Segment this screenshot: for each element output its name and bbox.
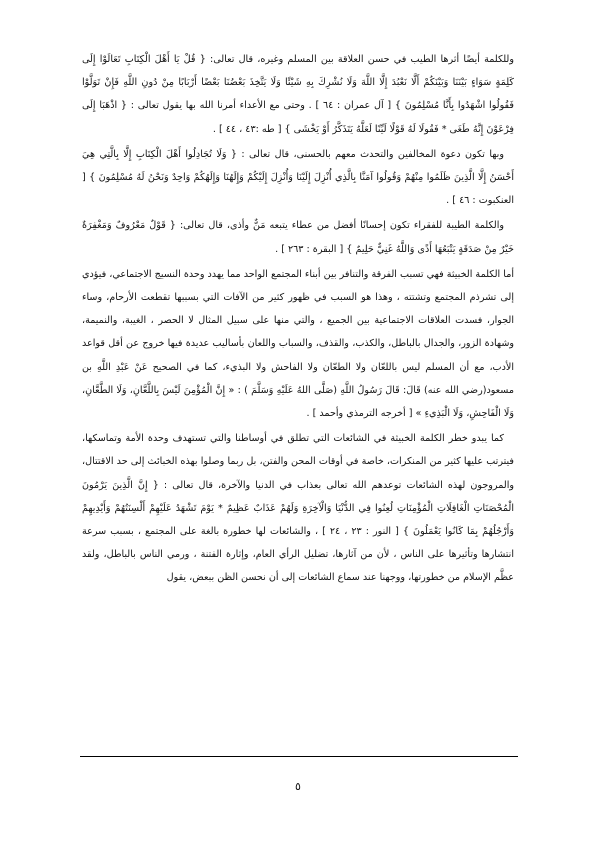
page-number: ٥ — [295, 780, 301, 793]
paragraph-2: وبها تكون دعوة المخالفين والتحدث معهم بالحسنى، قال تعالى : { وَلَا تُجَادِلُوا أَهْلَ الْكِتَابِ إِلَّا بِالَّتِي هِيَ أَحْسَنُ إِلَّا الَّذِينَ ظَلَمُوا مِنْهُمْ وَقُولُوا آمَنَّا بِالَّذِي أُنْزِلَ إِلَيْنَا وَأُنْزِلَ إِلَيْكُمْ وَإِلَهُنَا وَإِلَهُكُمْ وَاحِدٌ وَنَحْنُ لَهُ مُسْلِمُونَ } [ العنكبوت : ٤٦ ] . — [82, 148, 514, 207]
paragraph-5: كما يبدو خطر الكلمة الخبيثة في الشائعات التي تطلق في أوساطنا والتي تستهدف وحدة الأمة وتماسكها، فيترتب عليها كثير من المنكرات، خاصة في أوقات المحن والفتن، بل ربما وصلوا بهذه الخبائث إلى حد الاقتتال، والمروجون لهذه الشائعات توعدهم الله تعالى بعذاب في الدنيا والآخرة، قال تعالى : { إِنَّ الَّذِينَ يَرْمُونَ الْمُحْصَنَاتِ الْغَافِلَاتِ الْمُؤْمِنَاتِ لُعِنُوا فِي الدُّنْيَا وَالْآخِرَةِ وَلَهُمْ عَذَابٌ عَظِيمٌ * يَوْمَ تَشْهَدُ عَلَيْهِمْ أَلْسِنَتُهُمْ وَأَيْدِيهِمْ وَأَرْجُلُهُمْ بِمَا كَانُوا يَعْمَلُونَ } [ النور : ٢٣ ، ٢٤ ] ، والشائعات لها خطورة بالغة على المجتمع ، بسبب سرعة انتشارها وتأثيرها على الناس ، لأن من آثارها، تضليل الرأي العام، وإثارة الفتنة ، ورمي الناس بالباطل، ولقد عظَّم الإسلام من خطورتها، ووجهنا عند سماع الشائعات إلى أن نحسن الظن ببعض، يقول — [82, 433, 514, 584]
page-body — [82, 48, 514, 592]
footer-divider — [80, 756, 518, 757]
paragraph-3: والكلمة الطيبة للفقراء تكون إحسانًا أفضل من عطاء يتبعه مَنٌّ وأذى، قال تعالى: { قَوْلٌ مَعْرُوفٌ وَمَغْفِرَةٌ خَيْرٌ مِنْ صَدَقَةٍ يَتْبَعُهَا أَذًى وَاللَّهُ غَنِيٌّ حَلِيمٌ } [ البقرة : ٢٦٣ ] . — [82, 220, 514, 255]
paragraph-1: وللكلمة أيضًا أثرها الطيب في حسن العلاقة بين المسلم وغيره، قال تعالى: { قُلْ يَا أَهْلَ الْكِتَابِ تَعَالَوْا إِلَى كَلِمَةٍ سَوَاءٍ بَيْنَنَا وَبَيْنَكُمْ أَلَّا نَعْبُدَ إِلَّا اللَّهَ وَلَا نُشْرِكَ بِهِ شَيْئًا وَلَا يَتَّخِذَ بَعْضُنَا بَعْضًا أَرْبَابًا مِنْ دُونِ اللَّهِ فَإِنْ تَوَلَّوْا فَقُولُوا اشْهَدُوا بِأَنَّا مُسْلِمُونَ } [ آل عمران : ٦٤ ] . وحتى مع الأعداء أمرنا الله بها يقول تعالى : { اذْهَبَا إِلَى فِرْعَوْنَ إِنَّهُ طَغَى * فَقُولَا لَهُ قَوْلًا لَيِّنًا لَعَلَّهُ يَتَذَكَّرُ أَوْ يَخْشَى } [ طه :٤٣ ، ٤٤ ] . — [82, 54, 514, 135]
paragraph-4: أما الكلمة الخبيثة فهي تسبب الفرقة والتنافر بين أبناء المجتمع الواحد مما يهدد وحدة النسيج الاجتماعي، فيؤدي إلى تشرذم المجتمع وتشتته ، وهذا هو السبب في ظهور كثير من الآفات التي بسببها تقطعت الأرحام، وساء الجوار، فسدت العلاقات الاجتماعية بين الجميع ، والتي منها على سبيل المثال لا الحصر ، الغيبة، والنميمة، وشهادة الزور، والجدال بالباطل، والكذب، والقذف، والسباب واللعان بأساليب عديدة فيها خروج عن أقل قواعد الأدب، مع أن المسلم ليس باللعّان ولا الطعّان ولا الفاحش ولا البذيء، كما في الصحيح عَنْ عَبْدِ اللَّهِ بن مسعود(رضي الله عنه) قَالَ: قَالَ رَسُولُ اللَّهِ (صَلَّى اللهُ عَلَيْهِ وَسَلَّمَ ) : « إِنَّ الْمُؤْمِنَ لَيْسَ بِاللَّعَّانِ، وَلَا الطَّعَّانِ، وَلَا الْفَاحِشِ، وَلَا الْبَذِيءِ » [ أخرجه الترمذي وأحمد ] . — [82, 268, 514, 420]
